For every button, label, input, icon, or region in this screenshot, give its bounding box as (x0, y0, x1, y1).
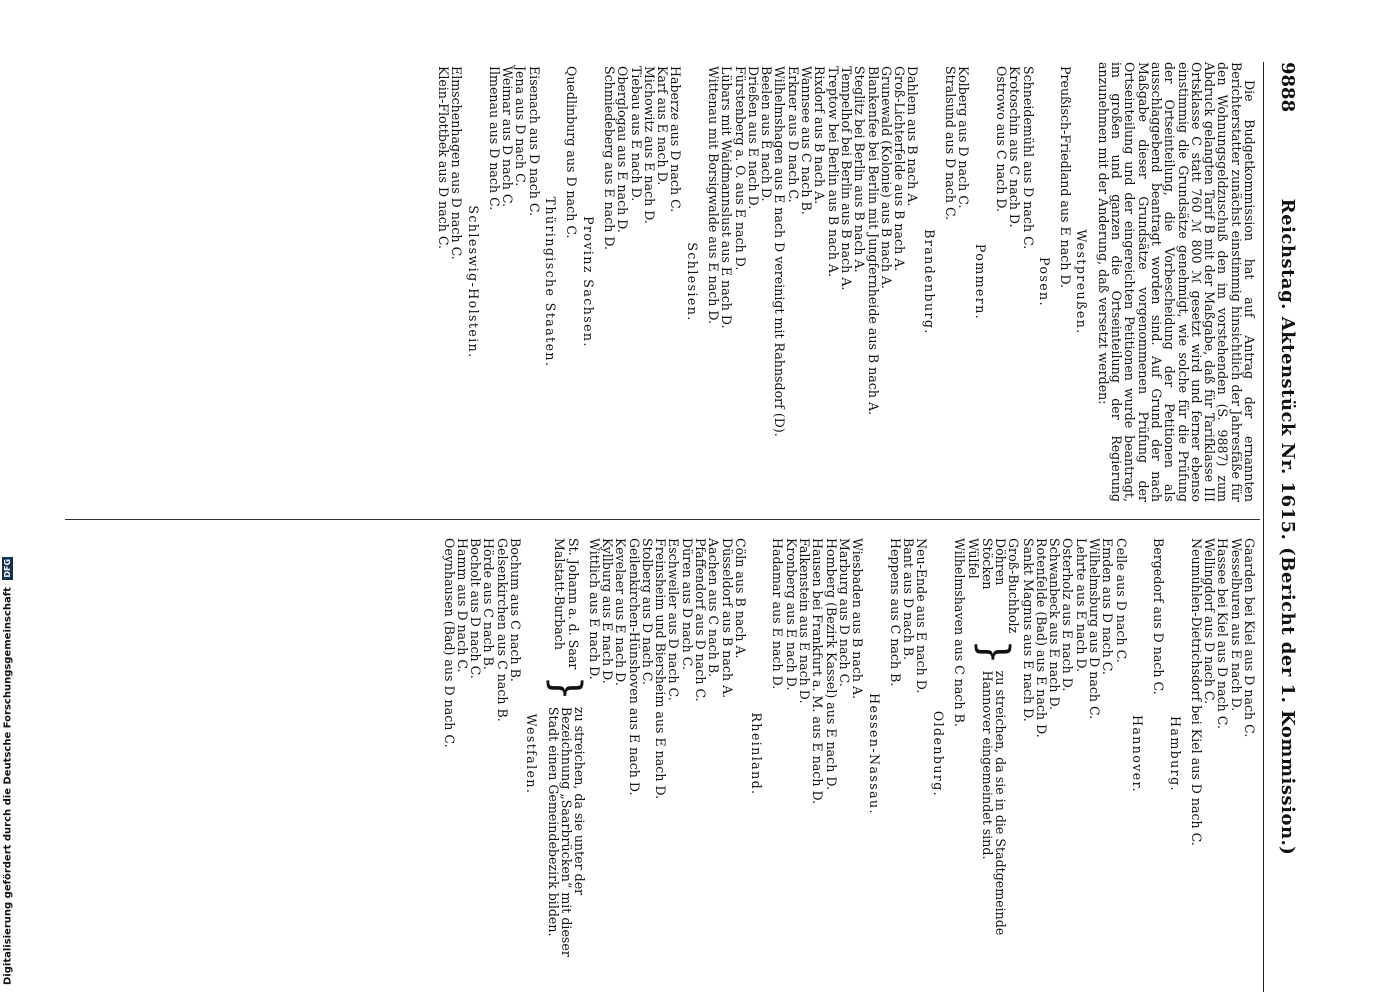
region-section (603, 62, 699, 502)
relocation-entry: Celle aus D nach C. (1113, 538, 1129, 663)
relocation-entry: Bocholt aus D nach C. (468, 538, 484, 679)
grouped-place: Malstatt-Burbach (552, 538, 568, 650)
relocation-entry: Jena aus D nach C. (513, 66, 529, 187)
region-section (771, 534, 880, 974)
relocation-entry: Weimar aus D nach C. (500, 66, 516, 208)
relocation-entry: Gaarden bei Kiel aus D nach C. (1242, 538, 1257, 738)
relocation-entry: Heppens aus C nach B. (887, 538, 903, 687)
region-section (889, 534, 945, 974)
region-section (437, 62, 480, 502)
relocation-entry: Schwanbeck aus E nach D. (1047, 538, 1063, 711)
relocation-entry: Blankenfee bei Berlin mit Jungfernheide aus B nach A. (865, 66, 881, 416)
relocation-entry: Hadamar aus E nach D. (770, 538, 786, 690)
relocation-entry: Hörde aus C nach B. (481, 538, 497, 670)
relocation-entry: Rotenfelde (Bad) aus E nach D. (1033, 538, 1049, 738)
relocation-entry: Kronberg aus E nach D. (783, 538, 799, 691)
relocation-entry: Bergedorf aus D nach C. (1151, 538, 1167, 695)
relocation-entry: Osterholz aus E nach D. (1060, 538, 1076, 692)
region-heading: Oldenburg. (930, 710, 946, 798)
relocation-entry: Kyllburg aus E nach D. (599, 538, 615, 684)
region-heading: Brandenburg. (921, 229, 937, 335)
grouped-place: Döhren (992, 538, 1008, 586)
region-section (944, 62, 987, 502)
relocation-entry: Eisenach aus D nach C. (526, 66, 542, 217)
grouped-entries (967, 534, 1020, 974)
grouped-place: Wülfel (966, 538, 982, 579)
region-section (953, 534, 1144, 974)
relocation-entry: Preußisch-Friedland aus E nach D. (1058, 66, 1074, 289)
region-heading: Hannover. (1129, 714, 1145, 794)
relocation-entry: Dahlem aus B nach A. (905, 66, 921, 207)
relocation-entry: Neu-Ende aus E nach D. (914, 538, 930, 694)
region-section (565, 62, 595, 502)
left-region-list (437, 62, 1089, 502)
credit-text: Digitalisierung gefördert durch die Deutsche Forschungsgemeinschaft (2, 587, 14, 985)
right-region-list (442, 534, 1181, 974)
relocation-entry: Wilhelmshaven aus C nach B. (952, 538, 968, 727)
relocation-entry: Oeynhausen (Bad) aus D nach C. (441, 538, 457, 748)
relocation-entry: Pfaffendorf aus D nach C. (693, 538, 709, 702)
region-heading: Rheinland. (749, 712, 765, 796)
relocation-entry: Kolberg aus D nach C. (956, 66, 972, 209)
relocation-entry: Klein-Flottbek aus D nach C. (435, 66, 451, 250)
relocation-entry: Sankt Magnus aus E nach D. (1020, 538, 1036, 722)
region-heading: Provinz Sachsen. (580, 216, 596, 348)
region-heading: Schlesien. (684, 242, 700, 322)
relocation-entry: Gelsenkirchen aus C nach B. (494, 538, 510, 722)
region-heading: Westfalen. (524, 713, 540, 795)
grouped-place-list (967, 538, 1020, 633)
relocation-entry: Haberze aus D nach C. (668, 66, 684, 213)
header-rule (1263, 62, 1264, 992)
curly-brace: } (970, 639, 1017, 665)
relocation-entry: Düsseldorf aus B nach A. (719, 538, 735, 699)
relocation-entry: Grunewald (Kolonie) aus B nach A. (878, 66, 894, 290)
relocation-entry: Michowitz aus E nach D. (641, 66, 657, 224)
relocation-entry: Aachen aus C nach B. (706, 538, 722, 678)
relocation-entry: Homberg (Bezirk Kassel) aus E nach D. (823, 538, 839, 791)
relocation-entry: Stralsund aus D nach C. (943, 66, 959, 221)
relocation-entry: Schneidemühl aus D nach C. (1020, 66, 1036, 250)
left-column (437, 62, 1256, 502)
relocation-entry: Wellingdorf aus D nach C. (1202, 538, 1218, 705)
page-title: Reichstag. Aktenstück Nr. 1615. (Bericht der 1. Kommission.) (1277, 198, 1298, 856)
region-heading: Schleswig-Holstein. (465, 205, 481, 359)
grouped-entries (543, 534, 590, 974)
digitization-credit (2, 557, 14, 985)
relocation-entry: Treptow bei Berlin aus B nach A. (825, 66, 841, 278)
continued-entries (1190, 534, 1256, 974)
relocation-entry: Lübars mit Waidmannslust aus E nach D. (719, 66, 735, 329)
region-section (1059, 62, 1089, 502)
relocation-entry: Emden aus D nach C. (1100, 538, 1116, 675)
relocation-entry: Eschweiler aus D nach C. (666, 538, 682, 701)
relocation-entry: Quedlinburg aus D nach C. (564, 66, 580, 239)
relocation-entry: Karf aus E nach D. (655, 66, 671, 186)
right-column (442, 534, 1256, 974)
relocation-entry: Wiesbaden aus B nach A. (850, 538, 866, 700)
relocation-entry: Wittenau mit Borsigwalde aus E nach D. (706, 66, 722, 325)
grouped-place: St. Johann a. d. Saar (565, 538, 581, 670)
group-note: zu streichen, da sie unter der Bezeichnung „Saarbrücken“ mit dieser Stadt einen Gemeindebezirk bilden. (545, 706, 588, 957)
region-section (488, 62, 557, 502)
page-header (1266, 62, 1300, 992)
relocation-entry: Cöln aus B nach A. (732, 538, 748, 659)
dfg-logo: DFG (3, 558, 12, 578)
relocation-entry: Lehrte aus E nach D. (1073, 538, 1089, 673)
relocation-entry: Rixdorf aus B nach A. (812, 66, 828, 205)
region-section (1152, 534, 1182, 974)
relocation-entry: Bant aus D nach B. (901, 538, 917, 661)
relocation-entry: Schmiedeberg aus E nach D. (601, 66, 617, 251)
relocation-entry: Wittlich aus E nach D. (586, 538, 602, 680)
relocation-entry: Ilmenau aus D nach C. (486, 66, 502, 211)
relocation-entry: Stolberg aus D nach C. (639, 538, 655, 686)
relocation-entry: Wesselburen aus E nach D. (1228, 538, 1244, 712)
column-divider (65, 519, 1260, 520)
grouped-place: Stöcken (979, 538, 995, 590)
page-number: 9888 (1277, 62, 1298, 113)
relocation-entry: Falkenstein aus E nach D. (797, 538, 813, 704)
relocation-entry: Oberglogau aus E nach D. (615, 66, 631, 233)
region-section (543, 534, 765, 974)
grouped-place: Groß-Buchholz (1006, 538, 1022, 634)
relocation-entry: Krotoschin aus C nach D. (1007, 66, 1023, 228)
relocation-entry: Groß-Lichterfelde aus B nach A. (892, 66, 908, 272)
relocation-entry: Marburg aus D nach C. (836, 538, 852, 687)
group-note: zu streichen, da sie in die Stadtgemeinde Hannover eingemeindet sind. (979, 670, 1008, 936)
relocation-entry: Hassee bei Kiel aus D nach C. (1215, 538, 1231, 729)
region-heading: Pommern. (972, 243, 988, 321)
rotated-document-page (60, 62, 1300, 992)
relocation-entry: Neumühlen-Dietrichsdorf bei Kiel aus D nach C. (1188, 538, 1204, 846)
relocation-entry: Fürstenberg a. O. aus E nach D. (732, 66, 748, 271)
relocation-entry: Elmschenhagen aus D nach C. (449, 66, 465, 260)
relocation-entry: Düren aus D nach C. (679, 538, 695, 670)
relocation-entry: Wilhelmshagen aus E nach D vereinigt mit Rahnsdorf (D). (772, 66, 788, 437)
region-section (995, 62, 1051, 502)
region-section (442, 534, 538, 974)
relocation-entry: Kevelaer aus E nach D. (613, 538, 629, 686)
region-heading: Hamburg. (1167, 716, 1183, 792)
relocation-entry: Tempelhof bei Berlin aus B nach A. (838, 66, 854, 291)
relocation-entry: Hausen bei Frankfurt a. M. aus E nach D. (810, 538, 826, 805)
region-heading: Hessen-Nassau. (866, 693, 882, 815)
relocation-entry: Bochum aus C nach B. (508, 538, 524, 682)
region-heading: Westpreußen. (1074, 229, 1090, 335)
curly-brace: } (543, 675, 590, 701)
region-heading: Thüringische Staaten. (543, 196, 559, 368)
grouped-place-list (553, 538, 580, 669)
region-heading: Posen. (1036, 257, 1052, 307)
intro-paragraph: Die Budgetkommission hat auf Antrag der ernannten Berichterstatter zunächst einstimmig hinsichtlich der Jahresfäße für den Wohnungsgeldzuschuß den im vorstehenden (S. 9887) zum Abdruck gelangten Tarif B mit der Maßgabe, daß für Tarifklasse III Ortsklasse C statt 760 ℳ 800 ℳ gesetzt wird und ferner ebenso einstimmig die Grundsätze genehmigt, wie solche für die Prüfung der Ortseinteilung, die Vorbescheidung der Petitionen als ausschlaggebend beantragt worden sind. Auf Grund der nach Maßgabe dieser Grundsätze vorgenommenen Prüfung der Ortseinteilung und der eingereichten Petitionen wurde beantragt, im großen und ganzen die Ortseinteilung der Regierung anzunehmen mit der Änderung, daß versetzt werden: (1095, 62, 1257, 502)
relocation-entry: Geilenkirchen-Hünshoven aus E nach D. (626, 538, 642, 796)
relocation-entry: Ostrowo aus C nach D. (993, 66, 1009, 212)
relocation-entry: Hamm aus D nach C. (454, 538, 470, 673)
relocation-entry: Beelen aus E nach D. (759, 66, 775, 202)
relocation-entry: Steglitz bei Berlin aus B nach A. (852, 66, 868, 273)
relocation-entry: Freinsheim und Biersheim aus E nach D. (653, 538, 669, 800)
region-section (707, 62, 936, 502)
relocation-entry: Drießen aus E nach D. (745, 66, 761, 210)
relocation-entry: Wannsee aus C nach B. (799, 66, 815, 215)
relocation-entry: Wilhelmsburg aus D nach C. (1087, 538, 1103, 720)
relocation-entry: Erkner aus D nach C. (785, 66, 801, 203)
relocation-entry: Tiebau aus E nach D. (628, 66, 644, 202)
